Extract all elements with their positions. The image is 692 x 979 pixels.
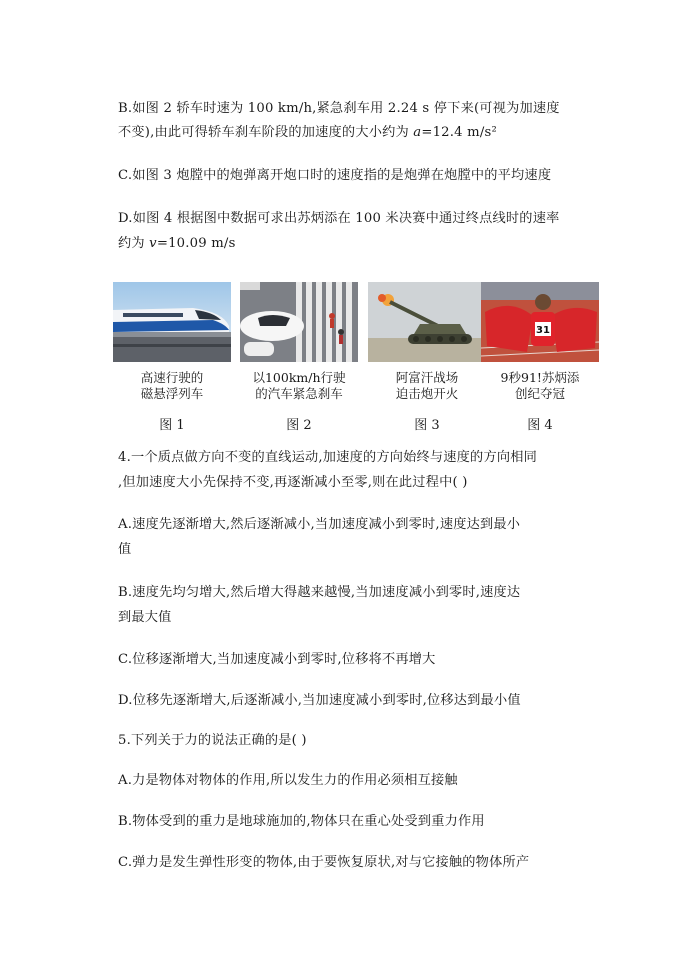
figure-3-caption (368, 370, 486, 402)
q4-option-b-line1: B.速度先均匀增大,然后增大得越来越慢,当加速度减小到零时,速度达 (118, 585, 521, 600)
bib-number: 31 (536, 325, 550, 336)
option-b-line1: B.如图 2 轿车时速为 100 km/h,紧急刹车用 2.24 s 停下来(可视为加速度 (118, 101, 560, 116)
q5-option-c: C.弹力是发生弹性形变的物体,由于要恢复原状,对与它接触的物体所产 (118, 855, 530, 870)
q5-stem: 5.下列关于力的说法正确的是( ) (118, 733, 307, 748)
figure-1-caption (113, 370, 231, 402)
q4-option-d: D.位移先逐渐增大,后逐渐减小,当加速度减小到零时,位移达到最小值 (118, 693, 521, 708)
sprinter-image (481, 282, 599, 362)
artillery-firing-image (368, 282, 486, 362)
q4-stem-line2: ,但加速度大小先保持不变,再逐渐减小至零,则在此过程中( ) (118, 475, 468, 490)
option-b-line2-post: =12.4 m/s² (421, 125, 497, 140)
option-d-line1: D.如图 4 根据图中数据可求出苏炳添在 100 米决赛中通过终点线时的速率 (118, 211, 560, 226)
q4-option-b-line2: 到最大值 (118, 610, 172, 625)
q4-option-a-line1: A.速度先逐渐增大,然后逐渐减小,当加速度减小到零时,速度达到最小 (118, 517, 521, 532)
figure-1 (113, 282, 231, 402)
figure-row (113, 282, 599, 432)
q5-option-a: A.力是物体对物体的作用,所以发生力的作用必须相互接触 (118, 773, 458, 788)
figure-3-caption-line2: 迫击炮开火 (395, 386, 459, 401)
q4-option-c: C.位移逐渐增大,当加速度减小到零时,位移将不再增大 (118, 652, 436, 667)
var-v: v (149, 236, 157, 251)
figure-2-caption-line1: 以100km/h行驶 (252, 370, 346, 385)
figure-4 (481, 282, 599, 402)
figure-4-caption (481, 370, 599, 402)
figure-3-label: 图 3 (414, 418, 440, 433)
maglev-train-image (113, 282, 231, 362)
figure-1-caption-line1: 高速行驶的 (140, 370, 204, 385)
figure-2-label: 图 2 (286, 418, 312, 433)
figure-4-label: 图 4 (527, 418, 553, 433)
figure-1-label: 图 1 (159, 418, 185, 433)
q4-option-a-line2: 值 (118, 542, 132, 557)
car-braking-image (240, 282, 358, 362)
var-a: a (413, 125, 422, 140)
figure-4-caption-line2: 创纪夺冠 (514, 386, 565, 401)
figure-2-caption-line2: 的汽车紧急刹车 (255, 386, 343, 401)
option-d-line2 (118, 232, 236, 251)
figure-1-caption-line2: 磁悬浮列车 (140, 386, 204, 401)
figure-2-caption (240, 370, 358, 402)
figure-3-caption-line1: 阿富汗战场 (395, 370, 459, 385)
figure-2 (240, 282, 358, 402)
option-d-line2-post: =10.09 m/s (156, 236, 236, 251)
figure-4-caption-line1: 9秒91!苏炳添 (500, 370, 580, 385)
q5-option-b: B.物体受到的重力是地球施加的,物体只在重心处受到重力作用 (118, 814, 485, 829)
q4-stem-line1: 4.一个质点做方向不变的直线运动,加速度的方向始终与速度的方向相同 (118, 450, 537, 465)
option-c: C.如图 3 炮膛中的炮弹离开炮口时的速度指的是炮弹在炮膛中的平均速度 (118, 168, 552, 183)
figure-3 (368, 282, 486, 402)
option-b-line2-pre: 不变),由此可得轿车刹车阶段的加速度的大小约为 (118, 125, 414, 140)
option-b-line2 (118, 121, 497, 140)
option-d-line2-pre: 约为 (118, 236, 150, 251)
